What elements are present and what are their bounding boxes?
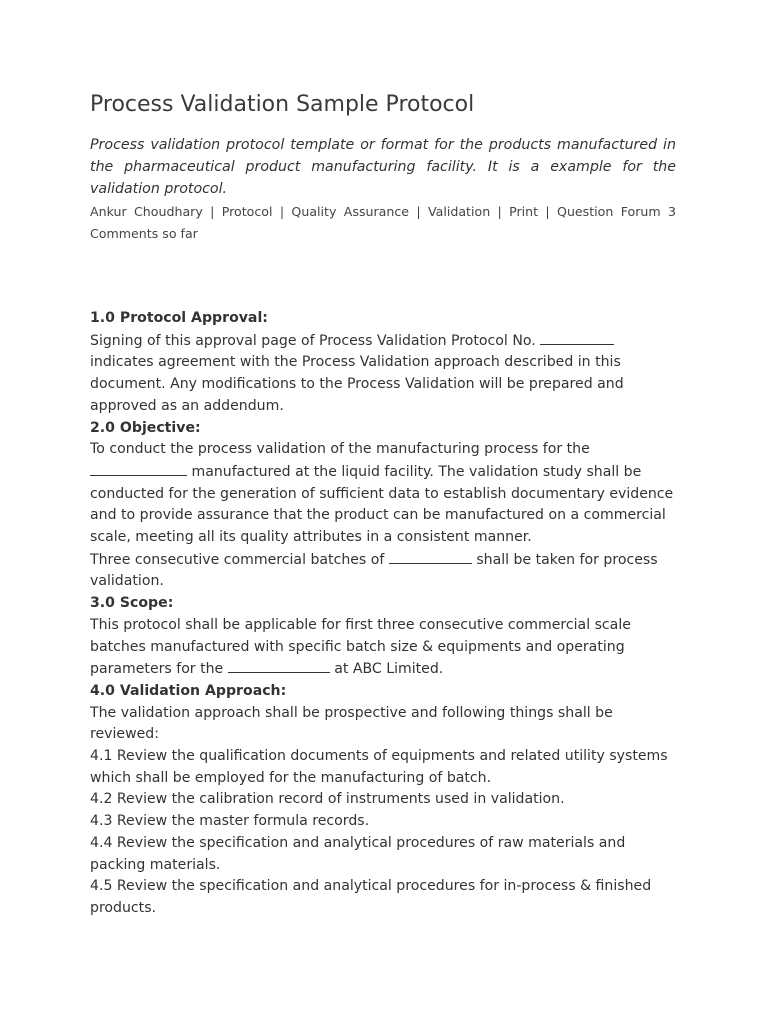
approval-text-a: Signing of this approval page of Process Validation Protocol No. xyxy=(90,332,536,349)
section-text-approval xyxy=(90,330,676,418)
section-text-scope xyxy=(90,615,676,681)
product-name-blank xyxy=(90,461,187,476)
objective-text-d: shall be taken for process validation. xyxy=(90,551,658,590)
scope-text-b: at ABC Limited. xyxy=(334,661,444,678)
section-heading-scope: 3.0 Scope: xyxy=(90,595,174,612)
document-body xyxy=(90,308,676,920)
section-heading-approach: 4.0 Validation Approach: xyxy=(90,682,287,699)
objective-text-b: manufactured at the liquid facility. The validation study shall be conducted for the generation of sufficient data to establish documentary evidence and to provide assurance that the product can be manufactured on a commercial scale, meeting all its quality attributes in a consistent manner. xyxy=(90,463,674,546)
scope-text-a: This protocol shall be applicable for first three consecutive commercial scale batches manufactured with specific batch size & equipments and operating parameters for the xyxy=(90,616,631,678)
section-text-objective-batches xyxy=(90,549,676,593)
approval-text-b: indicates agreement with the Process Validation approach described in this document. Any modifications to the Process Validation will be prepared and approved as an addendum. xyxy=(90,354,624,414)
document-meta: Ankur Choudhary | Protocol | Quality Assurance | Validation | Print | Question Forum 3 Comments so far xyxy=(90,204,676,241)
objective-text-c: Three consecutive commercial batches of xyxy=(90,551,385,568)
list-item: 4.2 Review the calibration record of instruments used in validation. xyxy=(90,791,565,808)
protocol-number-blank xyxy=(540,330,614,345)
page-title: Process Validation Sample Protocol xyxy=(90,92,475,117)
scope-product-blank xyxy=(228,658,330,673)
list-item: 4.3 Review the master formula records. xyxy=(90,813,370,830)
section-heading-approval: 1.0 Protocol Approval: xyxy=(90,310,268,326)
list-item: 4.4 Review the specification and analytical procedures of raw materials and packing materials. xyxy=(90,834,626,873)
objective-text-a: To conduct the process validation of the manufacturing process for the xyxy=(90,441,590,458)
list-item: 4.5 Review the specification and analytical procedures for in-process & finished products. xyxy=(90,878,652,916)
section-heading-objective: 2.0 Objective: xyxy=(90,419,201,436)
batch-product-blank xyxy=(389,549,472,564)
section-text-objective xyxy=(90,439,676,549)
page-subtitle: Process validation protocol template or format for the products manufactured in the pharmaceutical product manufacturing facility. It is a example for the validation protocol. xyxy=(90,137,676,197)
section-text-approach-intro: The validation approach shall be prospective and following things shall be reviewed: xyxy=(90,704,613,743)
list-item: 4.1 Review the qualification documents of equipments and related utility systems which shall be employed for the manufacturing of batch. xyxy=(90,748,668,786)
